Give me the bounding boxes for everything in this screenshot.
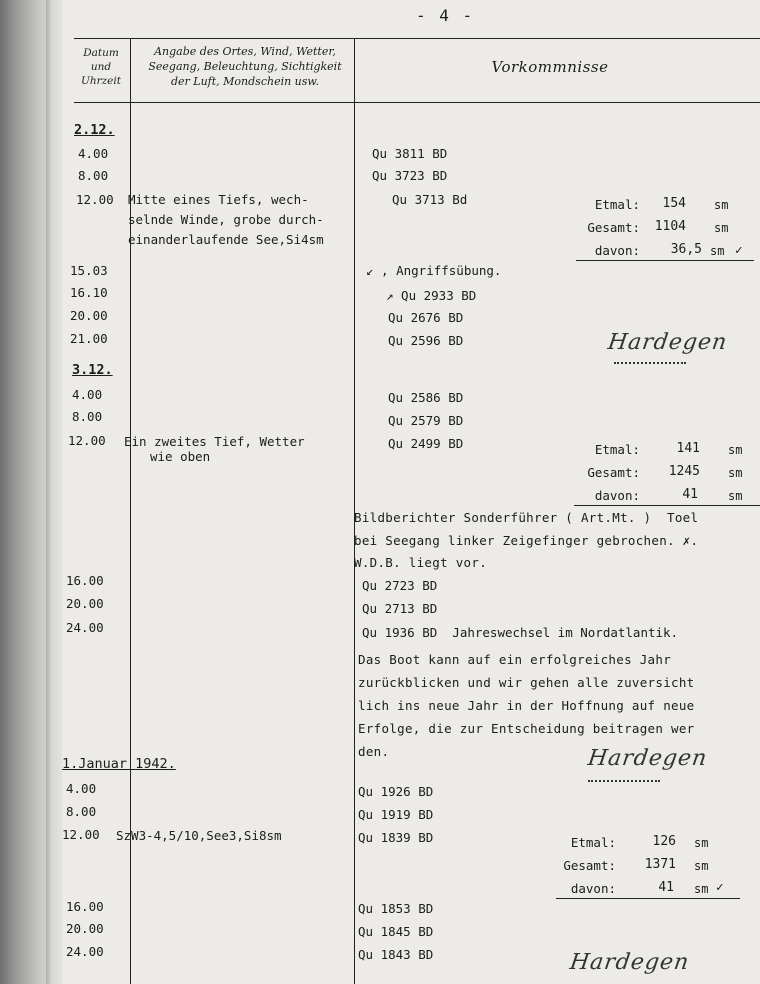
day2-closing-line: lich ins neue Jahr in der Hoffnung auf neue (358, 698, 695, 713)
day2-narrative-line: Bildberichter Sonderführer ( Art.Mt. ) Toel (354, 510, 699, 525)
day1-date: 2.12. (74, 122, 115, 138)
day1-davon-value: 36,5 (670, 242, 702, 257)
table-header-rule (74, 102, 760, 103)
day3-etmal-label: Etmal: (570, 835, 616, 850)
table-top-rule (74, 38, 760, 39)
day3-summary-rule (556, 898, 740, 899)
day1-event: Qu 3811 BD (372, 146, 448, 161)
day2-signature: Hardegen (586, 746, 709, 771)
day1-summary-rule (576, 260, 754, 261)
day3-date: 1.Januar 1942. (62, 756, 176, 772)
day3-etmal-value: 126 (652, 834, 676, 849)
day2-time: 24.00 (66, 620, 104, 635)
day3-time: 8.00 (66, 804, 97, 819)
day3-time: 24.00 (66, 944, 104, 959)
day2-davon-unit: sm (728, 489, 743, 503)
day2-time: 20.00 (66, 596, 104, 611)
day2-weather-line: Ein zweites Tief, Wetter (124, 434, 305, 449)
day2-davon-label: davon: (594, 488, 640, 503)
day1-gesamt-label: Gesamt: (587, 220, 640, 235)
day2-date: 3.12. (72, 362, 113, 378)
day2-closing-line: Das Boot kann auf ein erfolgreiches Jahr (358, 652, 672, 667)
day1-davon-label: davon: (594, 243, 640, 258)
day2-event: Qu 2586 BD (388, 390, 464, 405)
day3-event: Qu 1926 BD (358, 784, 434, 799)
page-binding-shadow (0, 0, 62, 984)
day1-event: Qu 3723 BD (372, 168, 448, 183)
header-events-column: Vorkommnisse (491, 58, 609, 76)
day1-weather-line: selnde Winde, grobe durch- (128, 212, 324, 227)
day1-event: Qu 2596 BD (388, 333, 464, 348)
day3-time: 20.00 (66, 921, 104, 936)
day1-gesamt-value: 1104 (654, 219, 686, 234)
day2-summary-rule (574, 505, 760, 506)
page-number: - 4 - (416, 6, 475, 25)
day3-time: 4.00 (66, 781, 97, 796)
day2-weather-line: wie oben (150, 449, 211, 464)
check-mark: ✓ (735, 242, 743, 257)
day2-event: Qu 1936 BD Jahreswechsel im Nordatlantik. (362, 625, 679, 640)
day1-time: 21.00 (70, 331, 108, 346)
day1-weather-line: Mitte eines Tiefs, wech- (128, 192, 309, 207)
header-place-column: Angabe des Ortes, Wind, Wetter, Seegang, Beleuchtung, Sichtigkeit der Luft, Mondschein usw. (148, 45, 342, 88)
day2-narrative-line: W.D.B. liegt vor. (354, 555, 488, 570)
day3-davon-value: 41 (658, 880, 674, 895)
signature-dots (614, 362, 686, 364)
day2-etmal-unit: sm (728, 443, 743, 457)
day2-gesamt-unit: sm (728, 466, 743, 480)
day1-event: ↗ Qu 2933 BD (386, 288, 477, 303)
day2-time: 12.00 (68, 433, 106, 448)
day2-closing-line: zurückblicken und wir gehen alle zuversicht (358, 675, 695, 690)
day2-closing-line: den. (358, 744, 390, 759)
day1-etmal-unit: sm (714, 198, 729, 212)
day3-signature: Hardegen (568, 950, 691, 975)
day2-event: Qu 2713 BD (362, 601, 438, 616)
day2-davon-value: 41 (682, 487, 698, 502)
day3-davon-unit: sm (694, 882, 709, 896)
day1-time: 4.00 (78, 146, 109, 161)
day1-event: ↙ , Angriffsübung. (366, 263, 502, 278)
day1-time: 8.00 (78, 168, 109, 183)
day1-time: 15.03 (70, 263, 108, 278)
day2-etmal-value: 141 (676, 441, 700, 456)
day1-time: 20.00 (70, 308, 108, 323)
day3-event: Qu 1839 BD (358, 830, 434, 845)
day1-etmal-label: Etmal: (594, 197, 640, 212)
day2-time: 16.00 (66, 573, 104, 588)
day1-etmal-value: 154 (662, 196, 686, 211)
day1-time: 12.00 (76, 192, 114, 207)
day2-event: Qu 2579 BD (388, 413, 464, 428)
day1-gesamt-unit: sm (714, 221, 729, 235)
day3-etmal-unit: sm (694, 836, 709, 850)
day3-event: Qu 1853 BD (358, 901, 434, 916)
header-date-column: Datum und Uhrzeit (81, 47, 121, 87)
day2-event: Qu 2499 BD (388, 436, 464, 451)
day3-gesamt-label: Gesamt: (563, 858, 616, 873)
day1-event: Qu 3713 Bd (392, 192, 468, 207)
day2-etmal-label: Etmal: (594, 442, 640, 457)
day1-event: Qu 2676 BD (388, 310, 464, 325)
day2-narrative-line: bei Seegang linker Zeigefinger gebrochen. ✗. (354, 533, 699, 548)
signature-dots (588, 780, 660, 782)
day2-gesamt-label: Gesamt: (587, 465, 640, 480)
day3-weather-line: SzW3-4,5/10,See3,Si8sm (116, 828, 282, 843)
day2-event: Qu 2723 BD (362, 578, 438, 593)
day1-weather-line: einanderlaufende See,Si4sm (128, 232, 324, 247)
day3-gesamt-unit: sm (694, 859, 709, 873)
day3-davon-label: davon: (570, 881, 616, 896)
day2-time: 4.00 (72, 387, 103, 402)
day1-signature: Hardegen (606, 330, 729, 355)
day3-time: 16.00 (66, 899, 104, 914)
day2-gesamt-value: 1245 (668, 464, 700, 479)
day1-time: 16.10 (70, 285, 108, 300)
day3-gesamt-value: 1371 (644, 857, 676, 872)
day3-event: Qu 1843 BD (358, 947, 434, 962)
day2-closing-line: Erfolge, die zur Entscheidung beitragen wer (358, 721, 695, 736)
day2-time: 8.00 (72, 409, 103, 424)
day1-davon-unit: sm (710, 244, 725, 258)
day3-event: Qu 1919 BD (358, 807, 434, 822)
day3-time: 12.00 (62, 827, 100, 842)
check-mark: ✓ (716, 879, 724, 894)
day3-event: Qu 1845 BD (358, 924, 434, 939)
